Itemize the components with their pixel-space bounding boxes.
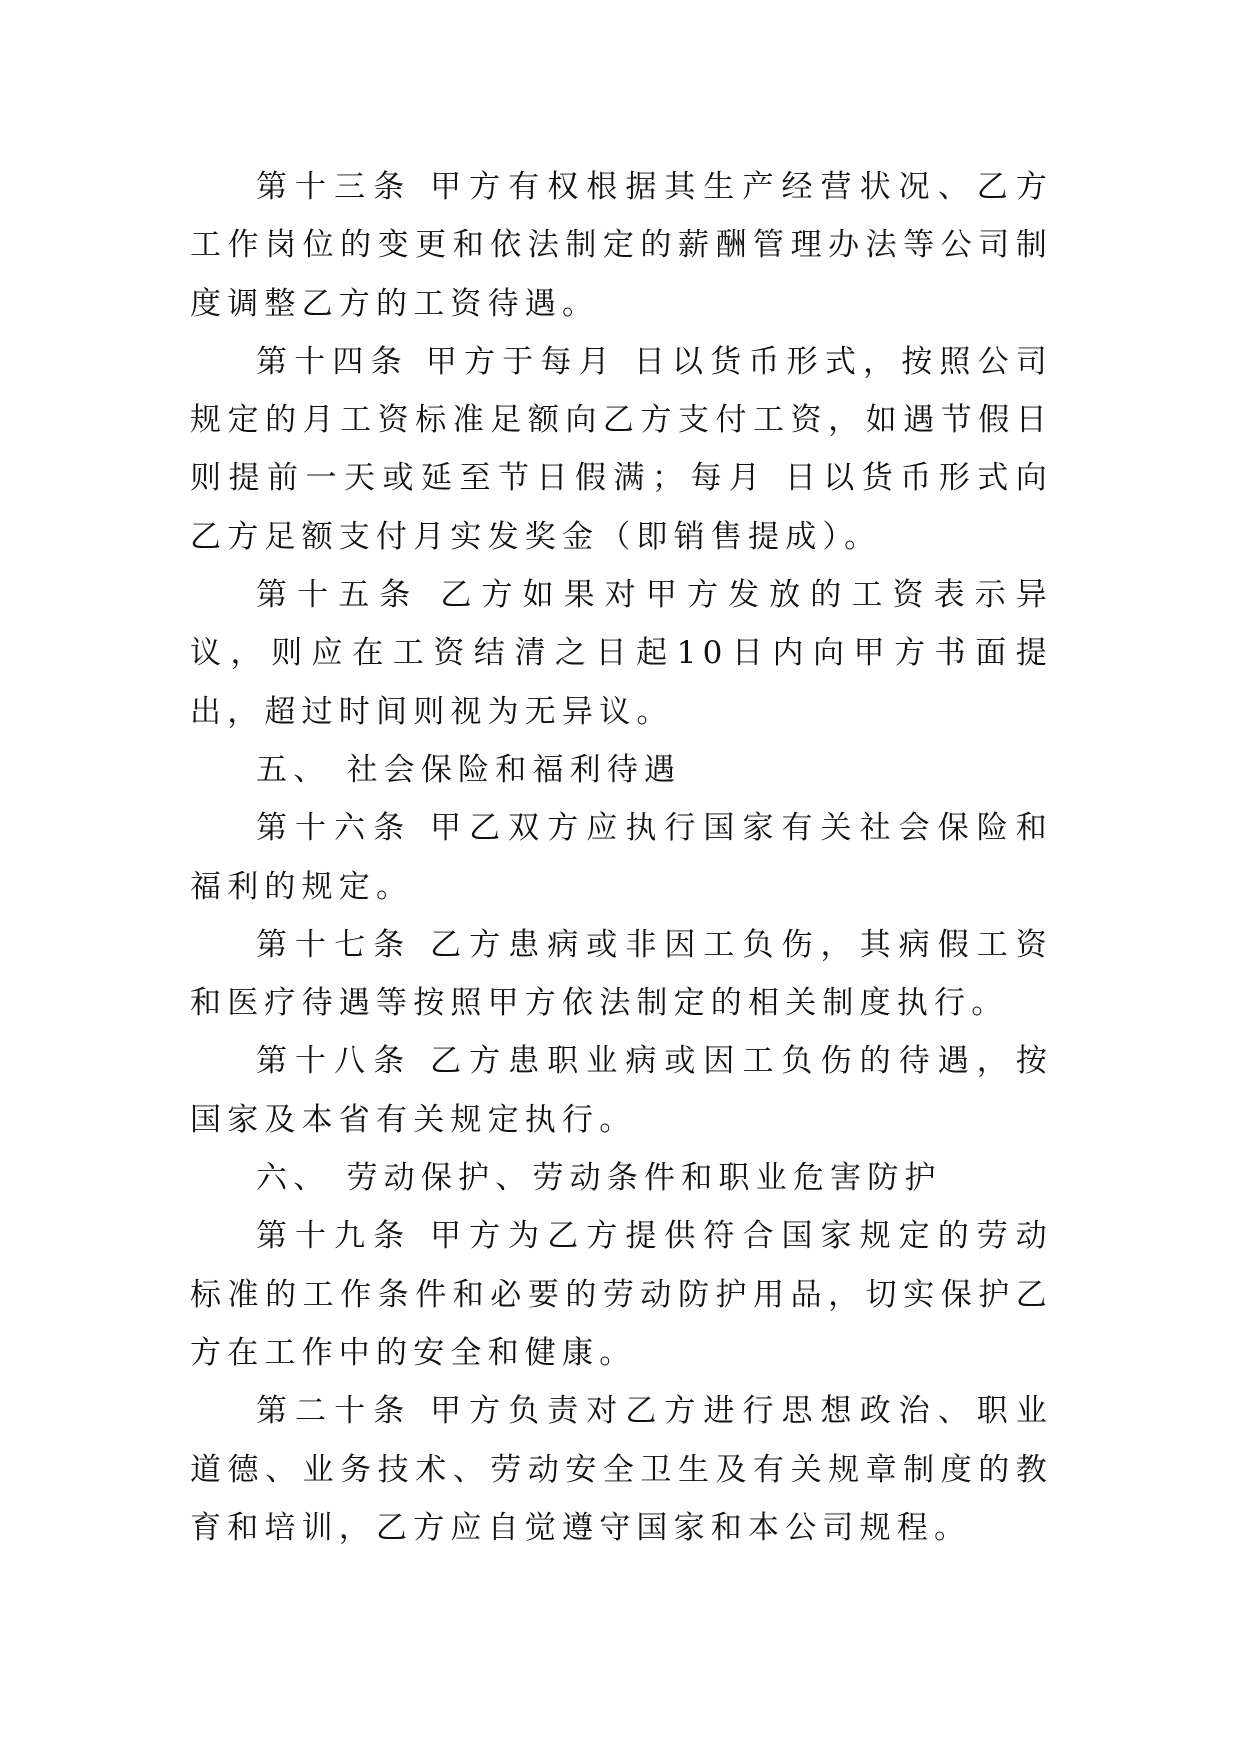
article-16: 第十六条 甲乙双方应执行国家有关社会保险和福利的规定。 bbox=[190, 810, 1053, 905]
article-20: 第二十条 甲方负责对乙方进行思想政治、职业道德、业务技术、劳动安全卫生及有关规章制度的教育和培训，乙方应自觉遵守国家和本公司规程。 bbox=[190, 1393, 1053, 1546]
section-heading-6: 六、 劳动保护、劳动条件和职业危害防护 bbox=[256, 1160, 942, 1197]
article-17: 第十七条 乙方患病或非因工负伤，其病假工资和医疗待遇等按照甲方依法制定的相关制度执行。 bbox=[190, 926, 1053, 1022]
article-19: 第十九条 甲方为乙方提供符合国家规定的劳动标准的工作条件和必要的劳动防护用品，切实保护乙方在工作中的安全和健康。 bbox=[190, 1218, 1053, 1371]
section-heading-5: 五、 社会保险和福利待遇 bbox=[256, 751, 682, 788]
article-13: 第十三条 甲方有权根据其生产经营状况、乙方工作岗位的变更和依法制定的薪酬管理办法等公司制度调整乙方的工资待遇。 bbox=[190, 169, 1053, 322]
article-18: 第十八条 乙方患职业病或因工负伤的待遇，按国家及本省有关规定执行。 bbox=[190, 1043, 1053, 1138]
article-14: 第十四条 甲方于每月 日以货币形式，按照公司规定的月工资标准足额向乙方支付工资，如遇节假日则提前一天或延至节日假满；每月 日以货币形式向乙方足额支付月实发奖金（即销售提成）。 bbox=[190, 343, 1053, 555]
document-body bbox=[190, 158, 1053, 1557]
article-15: 第十五条 乙方如果对甲方发放的工资表示异议，则应在工资结清之日起10日内向甲方书面提出，超过时间则视为无异议。 bbox=[190, 577, 1053, 730]
